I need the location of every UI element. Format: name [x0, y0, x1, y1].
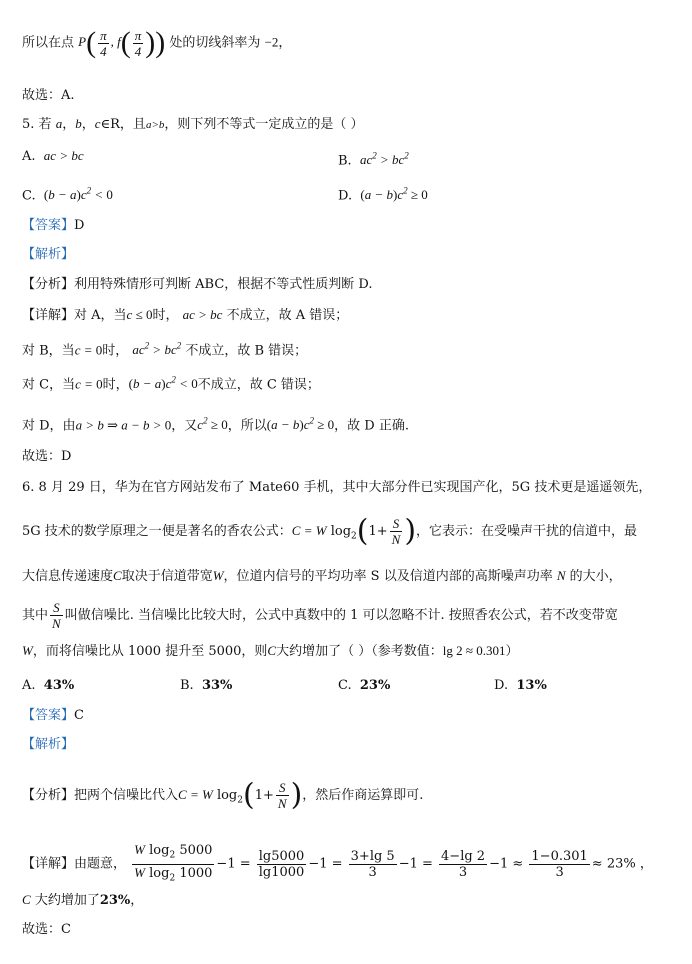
question-6-line1: 6. 8 月 29 日，华为在官方网站发布了 Mate60 手机，其中大部分件已实现国产化，5G 技术更是遥遥领先，	[22, 480, 652, 495]
q5-option-a: A. ac > bc	[22, 148, 84, 164]
q5-option-b: B. $ac^2 > bc^2$	[338, 151, 409, 169]
answer-q5-final: 故选：D	[22, 449, 72, 464]
point-expression: P( $\frac{\pi}{4}$ , f( $\frac{\pi}{4}$ ))	[78, 26, 166, 60]
detail-c-q5: 对 C，当c = 0时，$(b - a)c^2 < 0$不成立，故 C 错误；	[22, 375, 320, 393]
text: 所以在点	[22, 35, 75, 51]
detail-q6: 【详解】由题意， $\frac{W \log_2 5000}{W \log_2 1000}$ −1 = $\frac{\lg 5000}{\lg 1000}$ −1 = $\frac{3+\lg 5}{3}$ −1 = $\frac{4-\lg 2}{3}$ −1 ≈ $\frac{1-0.301}{3}$ ≈ 23% ，	[22, 842, 653, 884]
detail-d-q5: 对 D，由a > b ⇒ a − b > 0，又$c^2 \ge 0$，所以$(a - b)c^2 \ge 0$，故 D 正确.	[22, 416, 409, 434]
question-6-line5: W，而将信噪比从 1000 提升至 5000，则C大约增加了（ ）（参考数值：lg 2 ≈ 0.301）	[22, 643, 519, 659]
slope-value: −2	[264, 34, 279, 50]
tangent-slope-line: 所以在点 P( $\frac{\pi}{4}$ , f( $\frac{\pi}{4}$ )) 处的切线斜率为 −2，	[22, 26, 292, 60]
detail-a-q5: 【详解】对 A，当c ≤ 0时， ac > bc 不成立，故 A 错误；	[22, 307, 349, 323]
analysis-heading-q6: 【解析】	[22, 737, 75, 752]
q5-option-c: C. $(b - a)c^2 < 0$	[22, 186, 113, 204]
q6-option-c: C. 23%	[338, 678, 391, 693]
question-6-line2: 5G 技术的数学原理之一便是著名的香农公式：C = W $\log_2(1+$ $\frac{S}{N}$ )，它表示：在受噪声干扰的信道中，最	[22, 513, 638, 549]
q6-option-d: D. 13%	[494, 678, 547, 693]
result-q6: C 大约增加了23%，	[22, 892, 144, 908]
question-6-line3: 大信息传递速度C取决于信道带宽W，位道内信号的平均功率 S 以及信道内部的高斯噪声功率 N 的大小，	[22, 568, 622, 584]
q6-option-b: B. 33%	[180, 678, 233, 693]
detail-b-q5: 对 B，当c = 0时， $ac^2 > bc^2$ 不成立，故 B 错误；	[22, 341, 308, 359]
answer-q6: 【答案】C	[22, 708, 84, 723]
fenxi-q5: 【分析】利用特殊情形可判断 ABC，根据不等式性质判断 D.	[22, 277, 373, 292]
fenxi-q6: 【分析】把两个信噪比代入C = W $\log_2(1+$ $\frac{S}{N}$ )，然后作商运算即可.	[22, 777, 424, 813]
analysis-heading-q5: 【解析】	[22, 247, 75, 262]
q6-option-a: A. 43%	[22, 678, 75, 693]
question-5-stem: 5. 若 a，b，c∈R，且a>b，则下列不等式一定成立的是（ ）	[22, 116, 364, 132]
answer-q6-final: 故选：C	[22, 922, 71, 937]
q5-option-d: D. $(a - b)c^2 \ge 0$	[338, 186, 428, 204]
answer-q5: 【答案】D	[22, 218, 85, 233]
answer-q4: 故选：A.	[22, 88, 75, 103]
question-6-line4: 其中 $\frac{S}{N}$ 叫做信噪比. 当信噪比比较大时，公式中真数中的 1 可以忽略不计. 按照香农公式，若不改变带宽	[22, 600, 618, 631]
text: 处的切线斜率为	[169, 35, 261, 51]
